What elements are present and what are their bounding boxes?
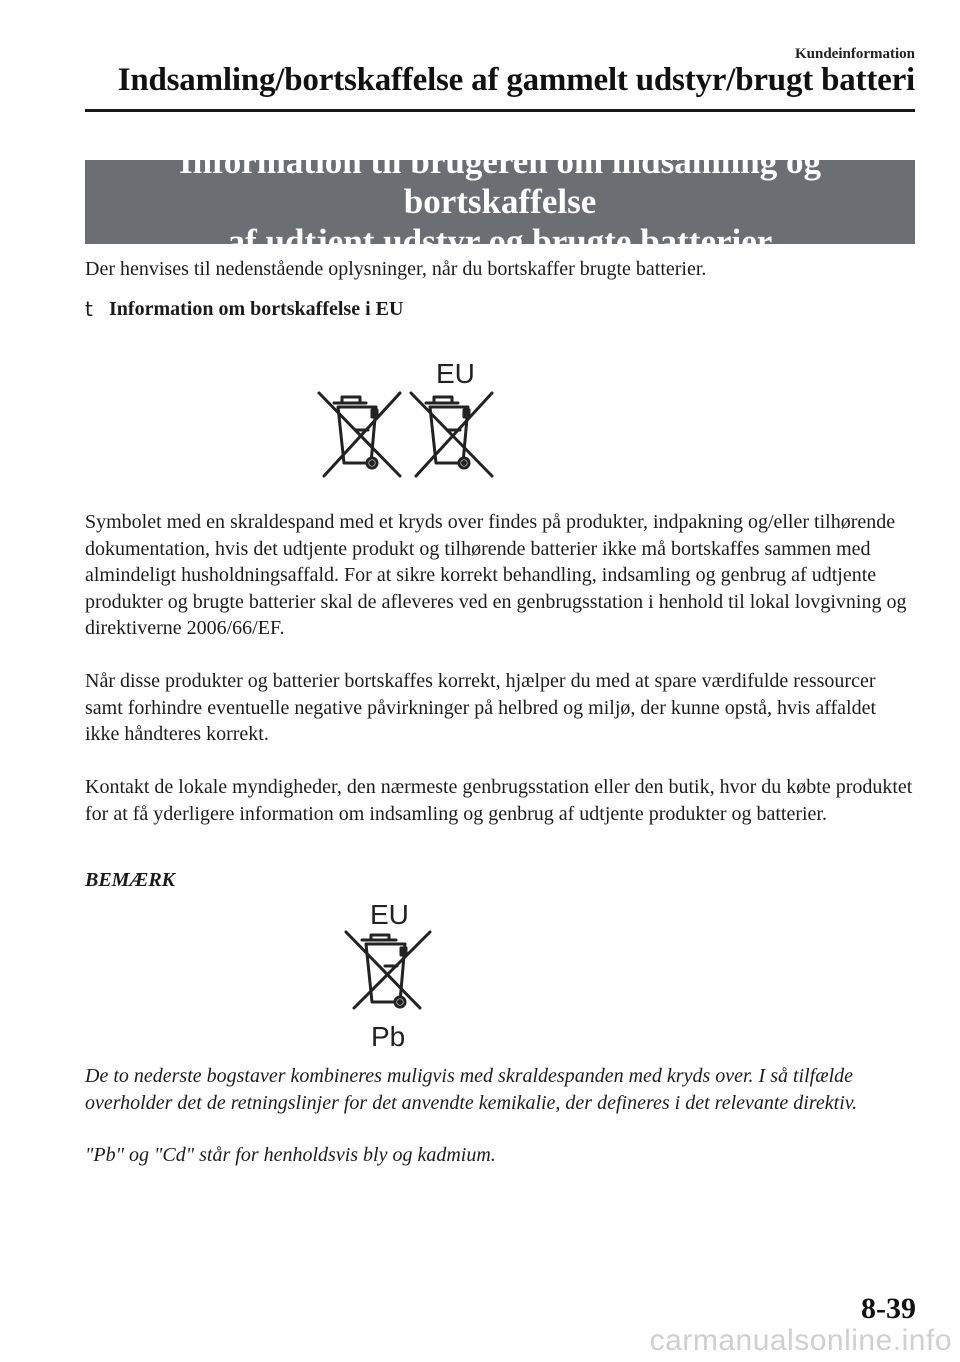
section-banner [85,142,915,261]
bullet-heading-text: Information om bortskaffelse i EU [109,297,404,320]
body-paragraph-3: Kontakt de lokale myndigheder, den nærmeste genbrugsstation eller den butik, hvor du købte produktet for at få yderligere information om indsamling og genbrug af udtjente produkter og batterier. [85,776,913,825]
note-paragraph: De to nederste bogstaver kombineres muligvis med skraldespanden med kryds over. I så tilfælde overholder det de retningslinjer for det anvendte kemikalie, der defineres i det relevante direktiv. [85,1065,858,1114]
header-section-label: Kundeinformation [794,46,915,62]
banner-line-1: Information til brugeren om indsamling og bortskaffelse [178,142,822,221]
crossed-out-wheelie-bin-icon [346,932,430,1008]
body-paragraph-1: Symbolet med en skraldespand med et kryds over findes på produkter, indpakning og/eller tilhørende dokumentation, hvis det udtjente produkt og tilhørende batterier ikke må bortskaffes sammen med almindeligt husholdningsaffald. For at sikre korrekt behandling, indsamling og genbrug af udtjente produkter og brugte batterier skal de afleveres ved en genbrugsstation i henhold til lokal lovgivning og direktiverne 2006/66/EF. [85,511,907,639]
bullet-heading [85,297,403,321]
header-rule [85,109,915,112]
crossed-out-wheelie-bin-icon [319,393,400,476]
page-number: 8-39 [861,1292,916,1325]
eu-pb-disposal-symbol-figure [340,898,450,1053]
crossed-out-wheelie-bin-icon [411,393,492,476]
pb-label: Pb [371,1021,406,1052]
eu-label: EU [370,899,409,930]
watermark: carmanualsonline.info [649,1324,952,1357]
intro-paragraph: Der henvises til nedenstående oplysninger, når du bortskaffer brugte batterier. [85,258,707,280]
note-abbreviation-line: "Pb" og "Cd" står for henholdsvis bly og kadmium. [85,1144,496,1166]
body-paragraph-2: Når disse produkter og batterier bortskaffes korrekt, hjælper du med at spare værdifulde ressourcer samt forhindre eventuelle negative påvirkninger på helbred og miljø, der kunne opstå, hvis affaldet ikke håndteres korrekt. [85,670,877,745]
page-title: Indsamling/bortskaffelse af gammelt udstyr/brugt batteri [117,62,915,98]
banner-line-2: af udtjent udstyr og brugte batterier [227,222,773,261]
bullet-mark: t [85,297,93,321]
eu-label: EU [436,358,475,389]
note-heading: BEMÆRK [85,869,176,891]
eu-disposal-symbols-figure [316,355,516,485]
